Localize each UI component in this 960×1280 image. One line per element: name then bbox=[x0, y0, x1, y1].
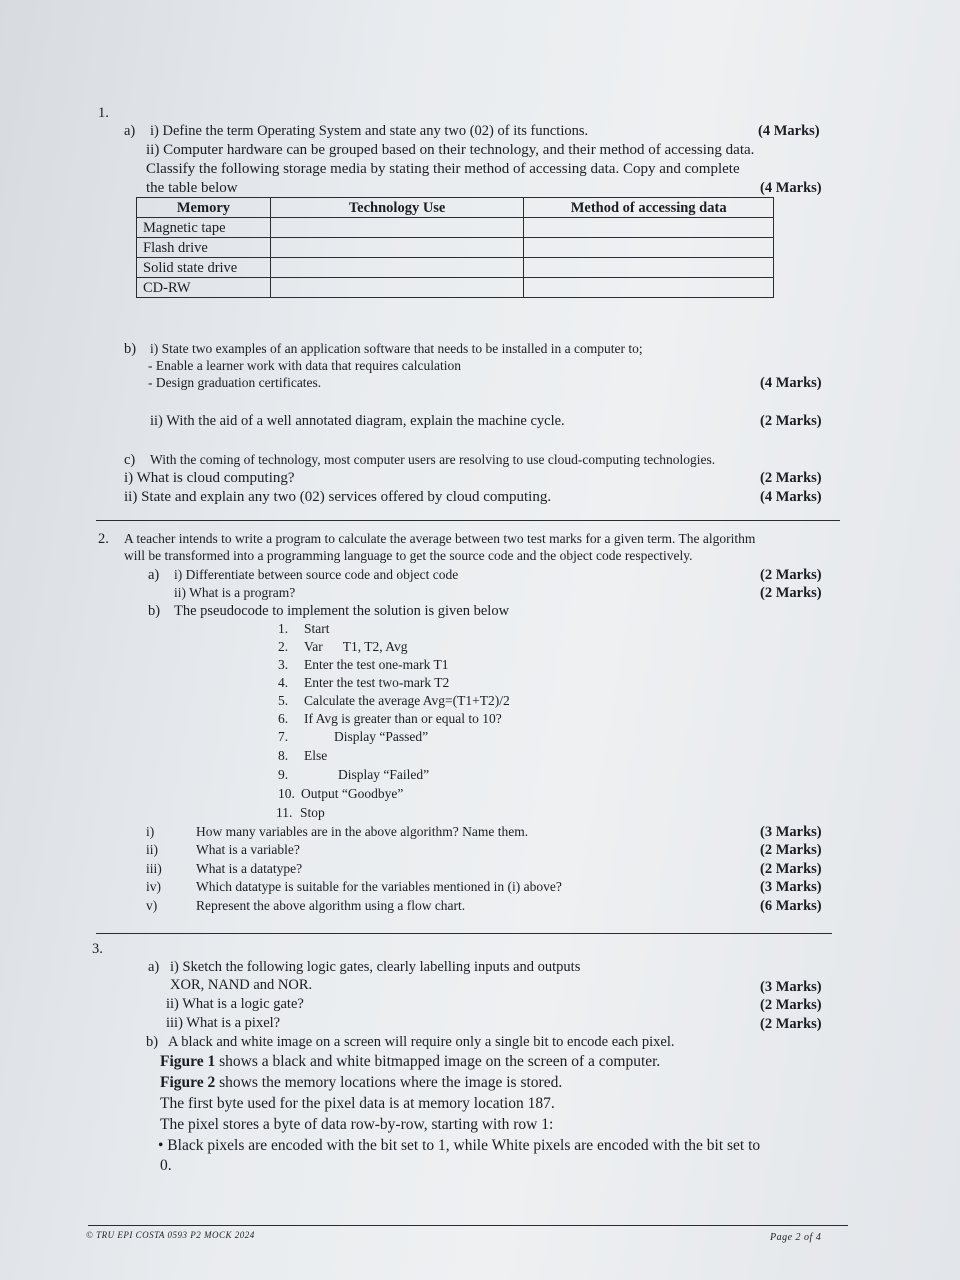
header-memory: Memory bbox=[137, 198, 271, 218]
row-label-flash-drive: Flash drive bbox=[137, 238, 271, 258]
q2-question-text: Represent the above algorithm using a flow chart. bbox=[196, 898, 466, 913]
q1-c-ii-text: ii) State and explain any two (02) services offered by cloud computing. bbox=[124, 489, 552, 505]
q1-b-i-item1: - Enable a learner work with data that requires calculation bbox=[148, 358, 461, 373]
q2-question-text: Which datatype is suitable for the variables mentioned in (i) above? bbox=[196, 879, 562, 894]
table-row bbox=[137, 218, 774, 238]
q2-question-num: v) bbox=[146, 898, 158, 913]
q1-b-i-text: i) State two examples of an application software that needs to be installed in a computer to; bbox=[150, 341, 643, 356]
q1-a-i-text: i) Define the term Operating System and state any two (02) of its functions. bbox=[150, 123, 589, 139]
q1-a-ii-line3: the table below bbox=[146, 180, 238, 196]
q2-question-marks: (3 Marks) bbox=[760, 879, 822, 895]
row-label-cd-rw: CD-RW bbox=[137, 278, 271, 298]
q2-question-marks: (2 Marks) bbox=[760, 842, 822, 858]
q3-a-ii-marks: (2 Marks) bbox=[760, 997, 822, 1013]
q2-question-text: What is a variable? bbox=[196, 842, 300, 857]
storage-media-table bbox=[136, 197, 774, 298]
pseudocode-num: 4. bbox=[278, 675, 289, 690]
q2-b-intro: The pseudocode to implement the solution is given below bbox=[174, 603, 510, 619]
q1-a-ii-line1: ii) Computer hardware can be grouped based on their technology, and their method of accessing data. bbox=[146, 142, 755, 158]
q2-a-label: a) bbox=[148, 567, 160, 583]
row-label-solid-state-drive: Solid state drive bbox=[137, 258, 271, 278]
q2-question-marks: (2 Marks) bbox=[760, 861, 822, 877]
blank-cell bbox=[270, 238, 523, 258]
q1-b-i-marks: (4 Marks) bbox=[760, 375, 822, 391]
q2-question-text: How many variables are in the above algorithm? Name them. bbox=[196, 824, 529, 839]
q2-a-ii-marks: (2 Marks) bbox=[760, 585, 822, 601]
pseudocode-num: 10. bbox=[278, 786, 295, 801]
question-1-number: 1. bbox=[98, 105, 109, 121]
q2-a-ii-text: ii) What is a program? bbox=[174, 585, 296, 600]
section-divider bbox=[96, 520, 840, 521]
table-row bbox=[137, 238, 774, 258]
q3-a-i-marks: (3 Marks) bbox=[760, 979, 822, 995]
pseudocode-line: Enter the test two-mark T2 bbox=[304, 675, 450, 690]
figure-1-desc: shows a black and white bitmapped image on the screen of a computer. bbox=[215, 1053, 661, 1070]
pseudocode-num: 6. bbox=[278, 711, 289, 726]
footer-page-number: Page 2 of 4 bbox=[770, 1232, 822, 1243]
blank-cell bbox=[270, 218, 523, 238]
q3-b-line1: A black and white image on a screen will require only a single bit to encode each pixel. bbox=[168, 1034, 675, 1050]
pseudocode-line: Enter the test one-mark T1 bbox=[304, 657, 449, 672]
q3-b-line5: The pixel stores a byte of data row-by-row, starting with row 1: bbox=[160, 1116, 554, 1133]
row-label-magnetic-tape: Magnetic tape bbox=[137, 218, 271, 238]
question-2-number: 2. bbox=[98, 531, 109, 547]
pseudocode-line: Start bbox=[304, 621, 330, 636]
q2-b-label: b) bbox=[148, 603, 161, 619]
blank-cell bbox=[524, 238, 774, 258]
figure-2-ref: Figure 2 bbox=[160, 1074, 216, 1091]
blank-cell bbox=[524, 218, 774, 238]
table-row bbox=[137, 278, 774, 298]
q3-b-line7: 0. bbox=[160, 1157, 172, 1174]
q1-c-i-marks: (2 Marks) bbox=[760, 470, 822, 486]
q3-b-figure2-line bbox=[160, 1074, 562, 1092]
q1-b-i-item2: - Design graduation certificates. bbox=[148, 375, 322, 390]
pseudocode-num: 2. bbox=[278, 639, 289, 654]
pseudocode-line: Calculate the average Avg=(T1+T2)/2 bbox=[304, 693, 510, 708]
pseudocode-line: Display “Passed” bbox=[334, 729, 429, 744]
q2-question-text: What is a datatype? bbox=[196, 861, 303, 876]
q1-a-ii-marks: (4 Marks) bbox=[760, 180, 822, 196]
q1-a-label: a) bbox=[124, 123, 136, 139]
header-method-of-accessing-data: Method of accessing data bbox=[524, 198, 774, 218]
blank-cell bbox=[270, 258, 523, 278]
q3-b-line4: The first byte used for the pixel data is at memory location 187. bbox=[160, 1095, 555, 1112]
table-header-row bbox=[137, 198, 774, 218]
q1-c-intro: With the coming of technology, most computer users are resolving to use cloud-computing technologies. bbox=[150, 452, 716, 467]
table-row bbox=[137, 258, 774, 278]
q2-intro-line1: A teacher intends to write a program to calculate the average between two test marks for a given term. The algorithm bbox=[124, 531, 756, 546]
q1-a-ii-line2: Classify the following storage media by stating their method of accessing data. Copy and complete bbox=[146, 161, 740, 177]
pseudocode-num: 7. bbox=[278, 729, 289, 744]
q1-b-ii-marks: (2 Marks) bbox=[760, 413, 822, 429]
q3-a-label: a) bbox=[148, 959, 160, 975]
figure-1-ref: Figure 1 bbox=[160, 1053, 216, 1070]
header-technology-use: Technology Use bbox=[270, 198, 523, 218]
pseudocode-line: Var T1, T2, Avg bbox=[304, 639, 408, 654]
q3-a-i-line1: i) Sketch the following logic gates, clearly labelling inputs and outputs bbox=[170, 959, 581, 975]
pseudocode-line: Display “Failed” bbox=[338, 767, 430, 782]
q1-c-ii-marks: (4 Marks) bbox=[760, 489, 822, 505]
q2-question-marks: (6 Marks) bbox=[760, 898, 822, 914]
q1-c-i-text: i) What is cloud computing? bbox=[124, 470, 295, 486]
footer-rule bbox=[88, 1225, 848, 1226]
pseudocode-num: 11. bbox=[276, 805, 293, 820]
section-divider bbox=[96, 933, 832, 934]
pseudocode-line: Else bbox=[304, 748, 328, 763]
q1-b-label: b) bbox=[124, 341, 137, 357]
q3-b-label: b) bbox=[146, 1034, 159, 1050]
figure-2-desc: shows the memory locations where the image is stored. bbox=[215, 1074, 563, 1091]
question-3-number: 3. bbox=[92, 941, 103, 957]
q2-a-i-marks: (2 Marks) bbox=[760, 567, 822, 583]
blank-cell bbox=[524, 258, 774, 278]
q3-b-figure1-line bbox=[160, 1053, 660, 1071]
pseudocode-num: 5. bbox=[278, 693, 289, 708]
q2-question-num: iii) bbox=[146, 861, 162, 876]
q1-c-label: c) bbox=[124, 452, 136, 468]
q1-b-ii-text: ii) With the aid of a well annotated diagram, explain the machine cycle. bbox=[150, 413, 565, 429]
q2-intro-line2: will be transformed into a programming language to get the source code and the object code respectively. bbox=[124, 548, 693, 563]
pseudocode-line: Stop bbox=[300, 805, 325, 820]
footer-left: © TRU EPI COSTA 0593 P2 MOCK 2024 bbox=[86, 1230, 255, 1240]
pseudocode-line: If Avg is greater than or equal to 10? bbox=[304, 711, 502, 726]
q3-a-iii-marks: (2 Marks) bbox=[760, 1016, 822, 1032]
blank-cell bbox=[524, 278, 774, 298]
q3-a-iii-text: iii) What is a pixel? bbox=[166, 1015, 281, 1031]
q2-question-marks: (3 Marks) bbox=[760, 824, 822, 840]
pseudocode-line: Output “Goodbye” bbox=[301, 786, 404, 801]
pseudocode-num: 8. bbox=[278, 748, 289, 763]
pseudocode-num: 3. bbox=[278, 657, 289, 672]
q2-question-num: i) bbox=[146, 824, 155, 839]
q3-a-ii-text: ii) What is a logic gate? bbox=[166, 996, 304, 1012]
q2-question-num: ii) bbox=[146, 842, 158, 857]
q2-a-i-text: i) Differentiate between source code and object code bbox=[174, 567, 459, 582]
q3-a-i-line2: XOR, NAND and NOR. bbox=[170, 977, 313, 993]
blank-cell bbox=[270, 278, 523, 298]
q3-b-line6: • Black pixels are encoded with the bit set to 1, while White pixels are encoded with the bit set to bbox=[158, 1137, 761, 1154]
pseudocode-num: 1. bbox=[278, 621, 289, 636]
pseudocode-num: 9. bbox=[278, 767, 289, 782]
q1-a-i-marks: (4 Marks) bbox=[758, 123, 820, 139]
q2-question-num: iv) bbox=[146, 879, 161, 894]
